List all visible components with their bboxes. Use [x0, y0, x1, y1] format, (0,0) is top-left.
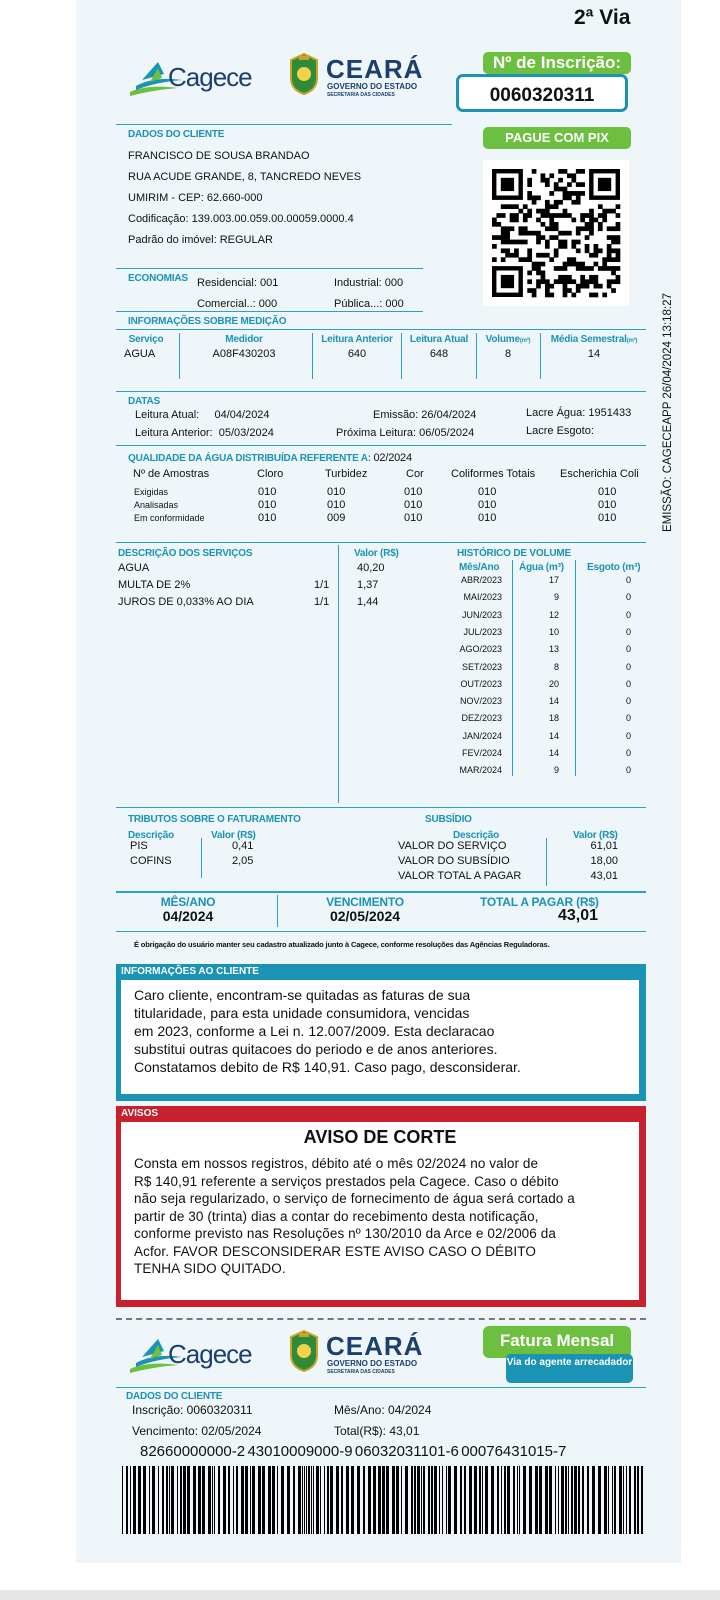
historico-mes: JAN/2024 [462, 730, 502, 741]
cagece-wordmark: Cagece [168, 62, 252, 92]
historico-agua: 9 [553, 765, 559, 776]
medicao-servico: AGUA [124, 348, 156, 360]
medicao-heading: INFORMAÇÕES SOBRE MEDIÇÃO [128, 316, 287, 327]
pix-label: PAGUE COM PIX [483, 127, 631, 149]
datas-proxima: Próxima Leitura: 06/05/2024 [336, 427, 475, 439]
cliente-cidade: UMIRIM - CEP: 62.660-000 [128, 192, 263, 204]
info-text [134, 986, 521, 1076]
qualidade-cell: 010 [404, 512, 423, 524]
viewer-bottom-bar [0, 1590, 720, 1600]
aviso-line: Consta em nossos registros, débito até o mês 02/2024 no valor de [134, 1156, 539, 1171]
aviso-line: conforme previsto nas Resoluções nº 130/2010 da Arce e 02/2006 da [134, 1226, 556, 1241]
qualidade-row-label: Exigidas [134, 487, 169, 497]
medicao-volume: 8 [504, 348, 512, 360]
historico-agua: 17 [548, 575, 559, 585]
medicao-anterior: 640 [347, 348, 367, 360]
resumo-venc: 02/05/2024 [329, 908, 401, 924]
aviso-line: TENHA SIDO QUITADO. [134, 1261, 286, 1276]
canhoto-total: Total(R$): 43,01 [334, 1424, 420, 1438]
ceara-seal-icon [287, 1329, 321, 1373]
resumo-total: 43,01 [558, 907, 599, 924]
aviso-text [134, 1155, 632, 1278]
historico-mes: JUL/2023 [463, 626, 502, 637]
info-line: titularidade, para esta unidade consumidora, vencidas [134, 1005, 470, 1021]
historico-esgoto: 0 [625, 626, 631, 637]
qualidade-col-header: Nº de Amostras [133, 468, 210, 480]
cliente-codificacao: Codificação: 139.003.00.059.00.00059.0000.4 [128, 213, 354, 225]
resumo-mes-label: MÊS/ANO [160, 895, 216, 909]
qualidade-cell: 010 [404, 486, 423, 498]
qualidade-cell: 010 [258, 512, 277, 524]
canhoto-mes: Mês/Ano: 04/2024 [334, 1403, 432, 1417]
qualidade-heading: QUALIDADE DA ÁGUA DISTRIBUÍDA REFERENTE A: 02/2024 [128, 452, 412, 464]
governo-label: GOVERNO DO ESTADO [327, 1359, 418, 1368]
aviso-title: AVISO DE CORTE [303, 1127, 457, 1147]
pix-qr-code[interactable] [483, 160, 629, 306]
subsidio-heading: SUBSÍDIO [425, 814, 472, 825]
qualidade-cell: 010 [327, 486, 346, 498]
resumo-venc-label: VENCIMENTO [326, 895, 404, 909]
medicao-atual: 648 [429, 348, 449, 360]
canhoto-vencimento: Vencimento: 02/05/2024 [132, 1424, 262, 1438]
subsidio-desc: VALOR DO SERVIÇO [398, 840, 507, 852]
historico-mes: OUT/2023 [460, 678, 502, 689]
servico-desc: JUROS DE 0,033% AO DIA [118, 596, 254, 608]
qualidade-col-header: Cloro [257, 468, 284, 480]
historico-mes: AGO/2023 [459, 644, 502, 655]
medicao-h-servico: Serviço [128, 334, 164, 345]
tributos-h-desc: Descrição [128, 830, 175, 841]
aviso-line: partir de 30 (trinta) dias a contar do recebimento desta notificação, [134, 1208, 539, 1224]
servico-desc: AGUA [118, 562, 150, 574]
ceara-wordmark: CEARÁ [326, 1331, 424, 1361]
qualidade-cell: 010 [404, 499, 423, 511]
historico-agua: 14 [548, 696, 559, 707]
qualidade-col-header: Cor [406, 468, 424, 480]
subsidio-valor: 43,01 [590, 870, 618, 882]
qualidade-cell: 010 [478, 512, 497, 524]
historico-h-esgoto: Esgoto (m³) [587, 562, 641, 573]
qualidade-cell: 010 [478, 499, 497, 511]
historico-heading: HISTÓRICO DE VOLUME [457, 548, 571, 559]
info-box [116, 964, 646, 1101]
servicos-heading: DESCRIÇÃO DOS SERVIÇOS [118, 548, 253, 559]
medicao-media: 14 [587, 348, 601, 360]
tributos-heading: TRIBUTOS SOBRE O FATURAMENTO [128, 814, 301, 825]
qualidade-cell: 010 [598, 512, 617, 524]
linha-digitavel[interactable]: 82660000000-2 43010009000-9 06032031101-6 00076431015-7 [140, 1443, 567, 1460]
datas-lacre-agua: Lacre Água: 1951433 [526, 407, 632, 419]
historico-mes: DEZ/2023 [461, 713, 502, 724]
subsidio-valor: 61,01 [590, 840, 618, 852]
ceara-wordmark: CEARÁ [326, 54, 424, 84]
cliente-nome: FRANCISCO DE SOUSA BRANDAO [128, 150, 310, 162]
medicao-h-anterior: Leitura Anterior [321, 334, 393, 345]
qualidade-cell: 010 [258, 499, 277, 511]
medicao-medidor: A08F430203 [212, 348, 276, 360]
barcode [120, 1466, 646, 1534]
historico-esgoto: 0 [625, 678, 631, 689]
qualidade-col-header: Coliformes Totais [451, 468, 536, 480]
qualidade-col-header: Escherichia Coli [560, 468, 639, 480]
info-heading: INFORMAÇÕES AO CLIENTE [121, 966, 259, 977]
datas-emissao: Emissão: 26/04/2024 [373, 409, 477, 421]
subsidio-desc: VALOR DO SUBSÍDIO [398, 855, 510, 867]
historico-esgoto: 0 [625, 644, 631, 655]
economias-residencial: Residencial: 001 [197, 277, 279, 289]
info-line: substitui outras quitacoes do periodo e de anos anteriores. [134, 1041, 498, 1057]
historico-esgoto: 0 [625, 748, 631, 758]
canhoto-inscricao: Inscrição: 0060320311 [132, 1403, 253, 1417]
historico-agua: 13 [548, 644, 559, 655]
ceara-seal-icon [287, 52, 321, 96]
canhoto-heading: DADOS DO CLIENTE [126, 1391, 223, 1402]
historico-mes: JUN/2023 [461, 609, 502, 620]
cliente-endereco: RUA ACUDE GRANDE, 8, TANCREDO NEVES [128, 171, 362, 183]
historico-agua: 10 [548, 626, 559, 637]
economias-publica: Pública...: 000 [334, 298, 404, 310]
medicao-h-volume: Volume(m³) [485, 334, 531, 345]
qualidade-cell: 010 [258, 486, 277, 498]
datas-lacre-esgoto: Lacre Esgoto: [526, 425, 594, 437]
avisos-box [116, 1106, 646, 1307]
inscricao-value: 0060320311 [456, 74, 628, 112]
cut-line [116, 1318, 646, 1320]
medicao-h-media: Média Semestral(m³) [550, 334, 638, 345]
historico-esgoto: 0 [625, 765, 631, 776]
avisos-heading: AVISOS [121, 1108, 159, 1119]
info-line: Caro cliente, encontram-se quitadas as faturas de sua [134, 987, 471, 1003]
historico-esgoto: 0 [625, 575, 631, 585]
historico-agua: 9 [553, 592, 559, 603]
historico-esgoto: 0 [625, 661, 631, 672]
cliente-heading: DADOS DO CLIENTE [128, 129, 225, 140]
tributos-h-valor: Valor (R$) [211, 830, 256, 841]
fatura-mensal-label: Fatura Mensal [483, 1326, 631, 1358]
historico-mes: SET/2023 [461, 661, 502, 672]
servico-valor: 1,44 [357, 596, 379, 608]
historico-mes: NOV/2023 [459, 696, 502, 707]
datas-heading: DATAS [128, 396, 160, 407]
historico-agua: 14 [548, 748, 559, 758]
historico-h-agua: Água (m³) [519, 562, 564, 573]
subsidio-h-desc: Descrição [453, 830, 500, 841]
datas-leitura-anterior: Leitura Anterior: 05/03/2024 [135, 427, 274, 439]
aviso-line: Acfor. FAVOR DESCONSIDERAR ESTE AVISO CASO O DÉBITO [134, 1243, 536, 1259]
economias-heading: ECONOMIAS [128, 273, 188, 284]
qualidade-cell: 010 [327, 499, 346, 511]
medicao-h-medidor: Medidor [225, 334, 263, 345]
historico-mes: MAR/2024 [459, 765, 502, 776]
servico-valor: 40,20 [357, 562, 385, 574]
qualidade-cell: 010 [478, 486, 497, 498]
historico-agua: 8 [553, 661, 559, 672]
qualidade-row-label: Analisadas [134, 500, 179, 510]
historico-esgoto: 0 [625, 730, 631, 741]
historico-agua: 12 [548, 609, 559, 620]
medicao-h-atual: Leitura Atual [409, 334, 469, 345]
tributo-desc: PIS [130, 840, 148, 852]
governo-label: GOVERNO DO ESTADO [327, 82, 418, 91]
tributo-valor: 0,41 [232, 840, 254, 852]
qualidade-cell: 010 [598, 486, 617, 498]
aviso-line: R$ 140,91 referente a serviços prestados pela Cagece. Caso o débito [134, 1173, 559, 1189]
cliente-padrao: Padrão do imóvel: REGULAR [128, 234, 273, 246]
page-title: 2ª Via [574, 6, 631, 29]
qualidade-col-header: Turbidez [325, 468, 368, 480]
historico-mes: FEV/2024 [461, 748, 502, 758]
qualidade-row-label: Em conformidade [134, 513, 205, 523]
emissao-vertical: EMISSÃO: CAGECEAPP 26/04/2024 13:18:27 [662, 293, 674, 532]
tributo-valor: 2,05 [232, 855, 254, 867]
historico-h-mes: Mês/Ano [459, 562, 500, 573]
historico-agua: 14 [548, 730, 559, 741]
servico-parcela: 1/1 [314, 596, 330, 608]
tributo-desc: COFINS [130, 855, 172, 867]
historico-agua: 20 [548, 678, 559, 689]
servico-desc: MULTA DE 2% [118, 579, 191, 591]
inscricao-label: Nº de Inscrição: [483, 52, 631, 74]
subsidio-h-valor: Valor (R$) [573, 830, 618, 841]
secretaria-label: SECRETARIA DAS CIDADES [327, 92, 395, 98]
economias-comercial: Comercial..: 000 [197, 298, 278, 310]
subsidio-valor: 18,00 [590, 855, 618, 867]
resumo-mes: 04/2024 [162, 908, 214, 924]
aviso-line: não seja regularizado, o serviço de fornecimento de água será cortado a [134, 1191, 575, 1206]
historico-esgoto: 0 [625, 713, 631, 724]
via-agente-label: Via do agente arrecadador [506, 1354, 633, 1383]
historico-esgoto: 0 [625, 592, 631, 603]
historico-mes: ABR/2023 [460, 575, 502, 585]
historico-agua: 18 [548, 713, 559, 724]
secretaria-label: SECRETARIA DAS CIDADES [327, 1369, 395, 1375]
historico-esgoto: 0 [625, 696, 631, 707]
datas-leitura-atual: Leitura Atual: 04/04/2024 [135, 409, 270, 421]
obrigacao-note: É obrigação do usuário manter seu cadastro atualizado junto à Cagece, conforme resoluções das Agências Reguladoras. [134, 940, 550, 949]
info-line: em 2023, conforme a Lei n. 12.007/2009. Esta declaracao [134, 1023, 495, 1039]
info-line: Constatamos debito de R$ 140,91. Caso pago, desconsiderar. [134, 1059, 521, 1075]
servicos-valor-heading: Valor (R$) [354, 548, 399, 559]
qualidade-cell: 009 [327, 512, 346, 524]
servico-parcela: 1/1 [314, 579, 330, 591]
historico-mes: MAI/2023 [463, 592, 502, 603]
economias-industrial: Industrial: 000 [334, 277, 404, 289]
servico-valor: 1,37 [357, 579, 379, 591]
historico-esgoto: 0 [625, 609, 631, 620]
subsidio-desc: VALOR TOTAL A PAGAR [398, 870, 522, 882]
resumo-total-label: TOTAL A PAGAR (R$) [480, 895, 599, 909]
qualidade-cell: 010 [598, 499, 617, 511]
cagece-wordmark: Cagece [168, 1339, 252, 1369]
